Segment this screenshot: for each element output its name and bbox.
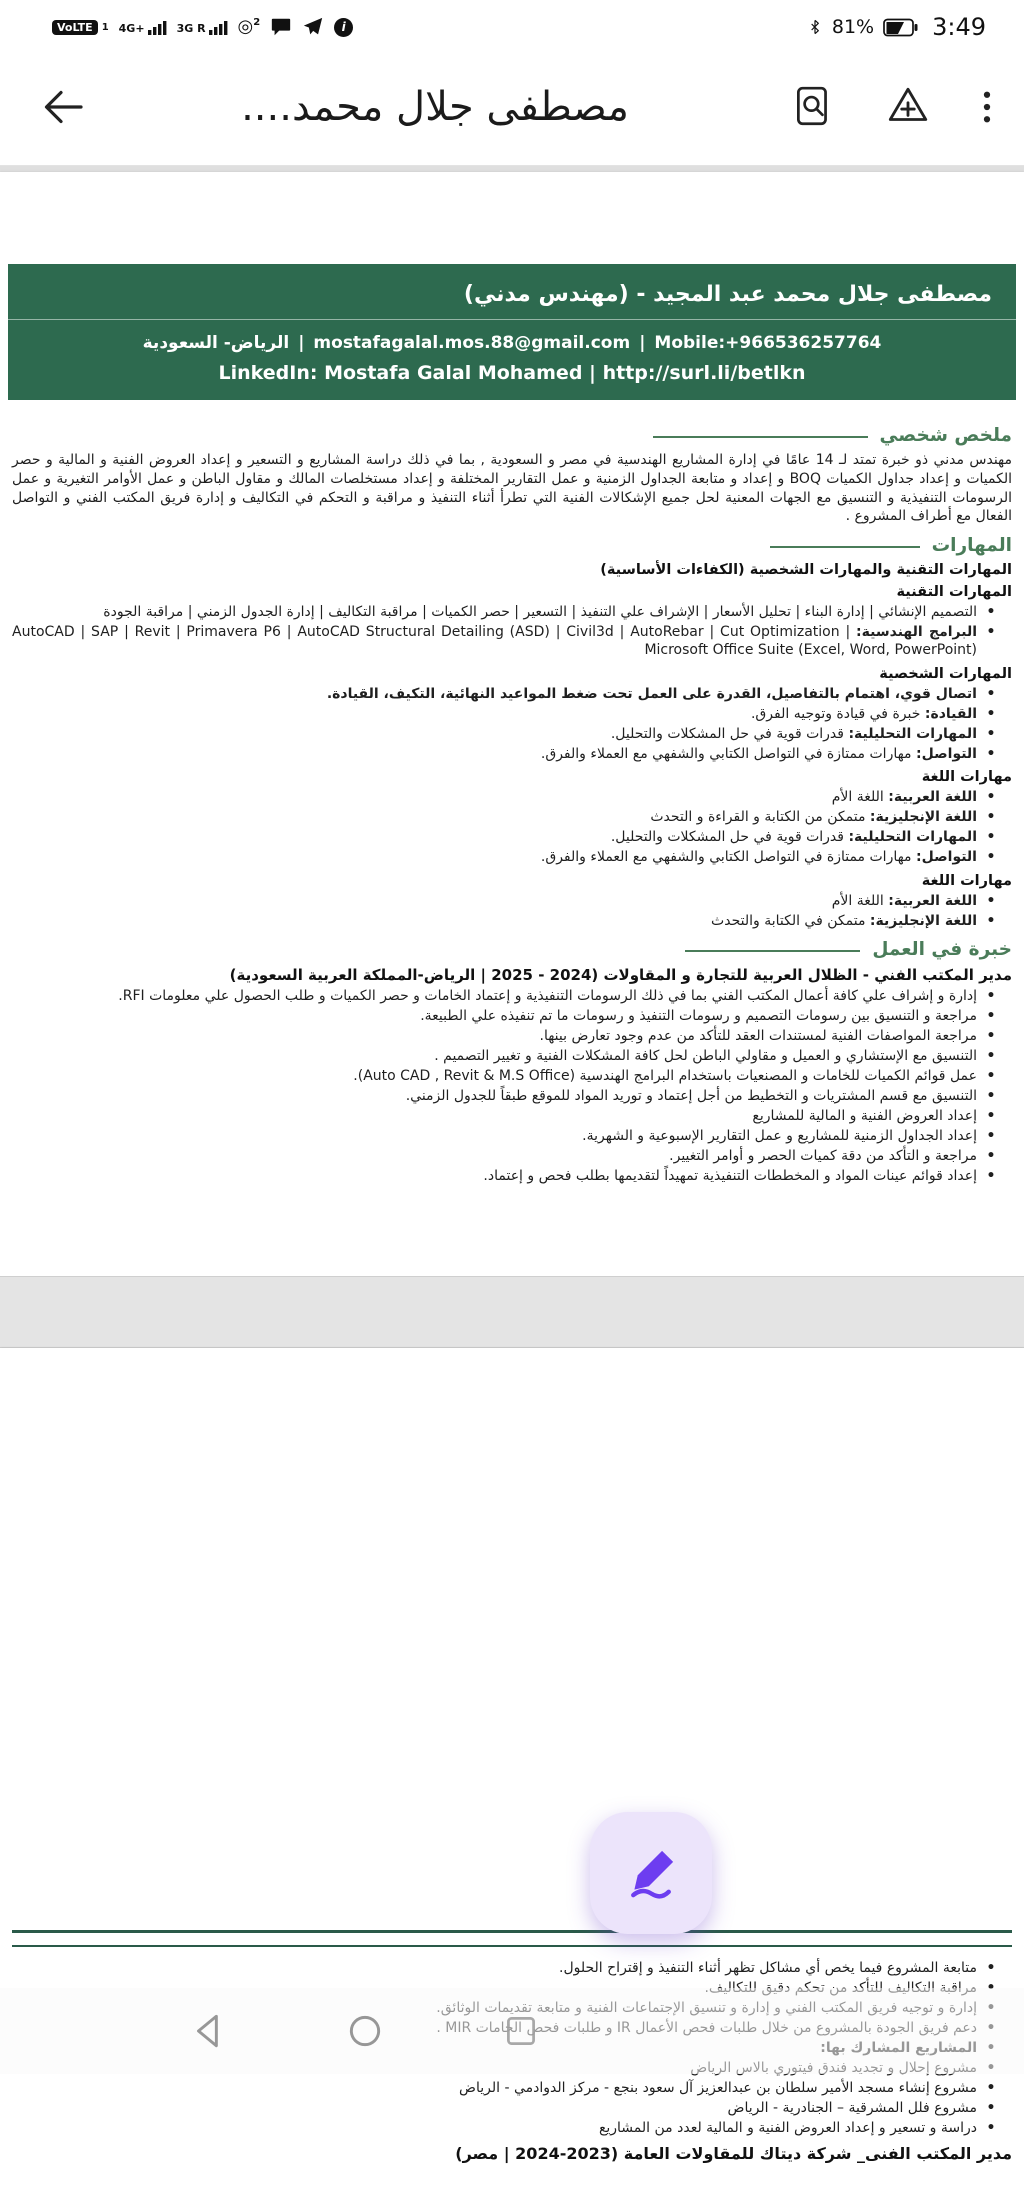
status-bar	[0, 0, 1024, 48]
bullet-icon: •	[986, 1127, 996, 1144]
list-item: • عمل قوائم الكميات للخامات و المصنعيات باستخدام البرامج الهندسية (Auto CAD , Revit & M.S Office).	[12, 1067, 1012, 1085]
personal-skills-heading: المهارات الشخصية	[879, 665, 1012, 682]
list-item: • إعداد الجداول الزمنية للمشاريع و عمل التقارير الإسبوعية و الشهرية.	[12, 1127, 1012, 1145]
sim2-network-label: 3G R	[176, 22, 206, 35]
volte-sim-number: 1	[101, 21, 109, 33]
document-title: مصطفى جلال محمد....	[241, 83, 629, 130]
battery-percent: 81%	[831, 16, 875, 38]
back-button[interactable]	[30, 83, 96, 131]
section-title: المهارات	[931, 535, 1012, 556]
list-item: • التواصل: مهارات ممتازة في التواصل الكتابي والشفهي مع العملاء والفرق.	[12, 848, 1012, 866]
bullet-icon: •	[986, 1008, 996, 1025]
separator: |	[639, 333, 646, 353]
bullet-icon: •	[986, 849, 996, 866]
cv-location: الرياض- السعودية	[142, 333, 290, 353]
bullet-icon: •	[986, 1048, 996, 1064]
list-item: • اتصال قوي، اهتمام بالتفاصيل، القدرة على العمل تحت ضغط المواعيد النهائية، التكيف، القيادة.	[12, 685, 1012, 703]
status-right-icons	[807, 13, 986, 41]
telegram-icon	[302, 16, 324, 38]
bullet-icon: •	[986, 745, 996, 762]
list-item: • اللغة العربية: اللغة الأم	[12, 788, 1012, 806]
list-item: • التصميم الإنشائي | إدارة البناء | تحليل الأسعار | الإشراف علي التنفيذ | التسعير | حصر الكميات | مراقبة التكاليف | إدارة الجدول الزمني | مراقبة الجودة	[12, 603, 1012, 621]
signal-sim2-icon	[177, 18, 228, 36]
bullet-icon: •	[986, 725, 996, 742]
bullet-icon: •	[986, 623, 996, 640]
battery-icon	[883, 18, 919, 37]
heading-rule	[653, 436, 868, 438]
bullet-icon: •	[986, 789, 996, 806]
skills-subheading: المهارات التقنية والمهارات الشخصية (الكفاءات الأساسية)	[600, 562, 1012, 578]
save-to-drive-button[interactable]	[884, 83, 932, 131]
list-item: • مشروع فلل المشرقية – الجنادرية - الرياض	[12, 2099, 1012, 2117]
list-item: • إدارة و إشراف علي كافة أعمال المكتب الفني بما في ذلك الرسومات التنفيذية و إعتماد الخامات و حصر الكميات و طلب الحصول علي معلومات RFI.	[12, 987, 1012, 1005]
bullet-icon: •	[986, 1087, 996, 1104]
bullet-icon: •	[986, 809, 996, 826]
app-bar-actions	[790, 83, 994, 131]
bullet-icon: •	[986, 2079, 996, 2096]
heading-rule	[770, 546, 920, 548]
section-heading-work	[12, 939, 1012, 960]
cv-linkedin-line: LinkedIn: Mostafa Galal Mohamed | http://surl.li/betlkn	[218, 362, 806, 384]
signal-bars-icon	[147, 18, 167, 36]
list-item: • التنسيق مع الإستشاري و العميل و مقاولي الباطن لحل كافة المشكلات الفنية و تغيير التصميم .	[12, 1047, 1012, 1065]
overflow-menu-button[interactable]	[980, 84, 994, 130]
signal-sim1-icon	[119, 18, 167, 36]
job-title-2: مدير المكتب الفنى_ شركة ديتاك للمقاولات العامة (2023-2024 | مصر)	[455, 2144, 1012, 2164]
section-title: ملخص شخصي	[879, 425, 1012, 446]
list-item: • التنسيق مع قسم المشتريات و التخطيط من أجل إعتماد و توريد المواد للموقع طبقاً للجدول الزمني.	[12, 1087, 1012, 1105]
bullet-icon: •	[986, 1960, 996, 1976]
list-item: • إعداد العروض الفنية و المالية للمشاريع	[12, 1107, 1012, 1125]
bullet-icon: •	[986, 988, 996, 1005]
nav-recents-icon[interactable]	[500, 2010, 542, 2052]
list-item: • القيادة: خبرة في قيادة وتوجيه الفرق.	[12, 705, 1012, 723]
bullet-icon: •	[986, 604, 996, 620]
list-item: • مراجعة و التنسيق بين رسومات التصميم و رسومات التنفيذ و رسومات ما تم تنفيذه علي الطبيعة.	[12, 1007, 1012, 1025]
hotspot-icon: ◎$^2$	[237, 16, 261, 37]
cv-header-banner	[8, 264, 1016, 400]
section-rule-line	[12, 1930, 1012, 1933]
list-item: • اللغة الإنجليزية: متمكن من الكتابة و القراءة و التحدث	[12, 808, 1012, 826]
bullet-icon: •	[986, 1028, 996, 1045]
bullet-icon: •	[986, 705, 996, 722]
status-left-icons	[52, 16, 807, 38]
list-item: • اللغة العربية: اللغة الأم	[12, 892, 1012, 910]
bullet-icon: •	[986, 1147, 996, 1164]
list-item: • إعداد قوائم عينات المواد و المخططات التنفيذية تمهيداً لتقديمها بطلب فحص و إعتماد.	[12, 1167, 1012, 1185]
list-item: • مشروع إنشاء مسجد الأمير سلطان بن عبدالعزيز آل سعود بنجع - مركز الدوادمي - الرياض	[12, 2079, 1012, 2097]
section-heading-summary	[12, 425, 1012, 446]
app-bar	[0, 48, 1024, 166]
bullet-icon: •	[986, 1167, 996, 1184]
bullet-icon: •	[986, 1107, 996, 1124]
bullet-icon: •	[986, 2119, 996, 2136]
edit-fab[interactable]	[590, 1812, 712, 1934]
document-page-1	[0, 172, 1024, 1276]
message-icon	[270, 16, 292, 38]
cv-email: mostafagalal.mos.88@gmail.com	[313, 333, 631, 353]
bullet-icon: •	[986, 912, 996, 929]
list-item: • المهارات التحليلية: قدرات قوية في حل المشكلات والتحليل.	[12, 725, 1012, 743]
signal-bars-icon	[208, 18, 228, 36]
heading-rule	[685, 950, 860, 952]
page-gap	[0, 1276, 1024, 1348]
back-arrow-icon	[39, 83, 87, 131]
nav-home-icon[interactable]	[344, 2010, 386, 2052]
bullet-icon: •	[986, 2099, 996, 2116]
bullet-icon: •	[986, 892, 996, 909]
navigation-bar	[0, 1988, 1024, 2074]
cv-phone: Mobile:+966536257764	[654, 333, 882, 353]
find-in-document-icon	[790, 84, 836, 130]
bullet-icon: •	[986, 1067, 996, 1084]
bullet-icon: •	[986, 685, 996, 702]
cv-contact-line	[32, 333, 992, 353]
separator: |	[298, 333, 305, 353]
banner-divider	[8, 319, 1016, 320]
drive-add-icon	[884, 83, 932, 131]
bluetooth-icon	[807, 15, 823, 39]
technical-skills-heading: المهارات التقنية	[896, 584, 1012, 600]
list-item: • متابعة المشروع فيما يخص أي مشاكل تظهر أثناء التنفيذ و إقتراح الحلول.	[12, 1959, 1012, 1977]
bullet-icon: •	[986, 829, 996, 846]
volte-icon: VoLTE	[52, 20, 98, 35]
list-item: • اللغة الإنجليزية: متمكن في الكتابة والتحدث	[12, 912, 1012, 930]
edit-pen-icon	[620, 1842, 682, 1904]
nav-back-icon[interactable]	[188, 2010, 230, 2052]
summary-paragraph: مهندس مدني ذو خبرة تمتد لـ 14 عامًا في إدارة المشاريع الهندسية في مصر و السعودية , بما في ذلك دراسة المشاريع و التسعير و إعداد العروض الفنية و المالية و حصر الكميات و إعداد جداول الكميات BOQ و إعداد و متابعة الجداول الزمنية و عمل التقارير المختلفة و إعداد مستخلصات المالك و مقاول الباطن و عمل الأوامر التغيرية و عمل الرسومات التنفيذية و التنسيق مع الجهات المعنية لحل جميع الإشكالات الفنية التي تطرأ أثناء التنفيذ و مراقبة و التحكم في التكاليف و إدارة فريق المكتب الفني و التواصل الفعال مع أطراف المشروع .	[12, 452, 1013, 525]
list-item: • دراسة و تسعير و إعداد العروض الفنية و المالية لعدد من المشاريع	[12, 2119, 1012, 2137]
document-viewer[interactable]	[0, 166, 1024, 2192]
cv-name: مصطفى جلال محمد عبد المجيد - (مهندس مدني)	[463, 282, 992, 307]
section-rule-line	[12, 1945, 1012, 1947]
section-heading-skills	[12, 535, 1012, 556]
clock: 3:49	[932, 13, 986, 41]
section-title: خبرة في العمل	[872, 939, 1012, 961]
job-title: مدير المكتب الفني - الظلال العربية للتجارة و المقاولات (2024 - 2025 | الرياض-المملكة العربية السعودية)	[229, 966, 1012, 985]
list-item: • التواصل: مهارات ممتازة في التواصل الكتابي والشفهي مع العملاء والفرق.	[12, 745, 1012, 763]
find-in-document-button[interactable]	[790, 84, 836, 130]
list-item: • المهارات التحليلية: قدرات قوية في حل المشكلات والتحليل.	[12, 828, 1012, 846]
info-icon: i	[334, 18, 353, 37]
overflow-menu-icon	[980, 84, 994, 130]
list-item: • مراجعة المواصفات الفنية لمستندات العقد للتأكد من عدم وجود تعارض بينها.	[12, 1027, 1012, 1045]
language-skills-heading: مهارات اللغة	[921, 769, 1012, 786]
sim1-network-label: 4G+	[118, 22, 145, 35]
language-skills-heading-2: مهارات اللغة	[921, 872, 1012, 889]
list-item: • مراجعة و التأكد من دقة كميات الحصر و أوامر التغيير.	[12, 1147, 1012, 1165]
list-item: • البرامج الهندسية: AutoCAD | SAP | Revit | Primavera P6 | AutoCAD Structural Detailing (ASD) | Civil3d | AutoRebar | Cut Optimization | Microsoft Office Suite (Excel, Word, PowerPoint)	[12, 623, 1012, 660]
